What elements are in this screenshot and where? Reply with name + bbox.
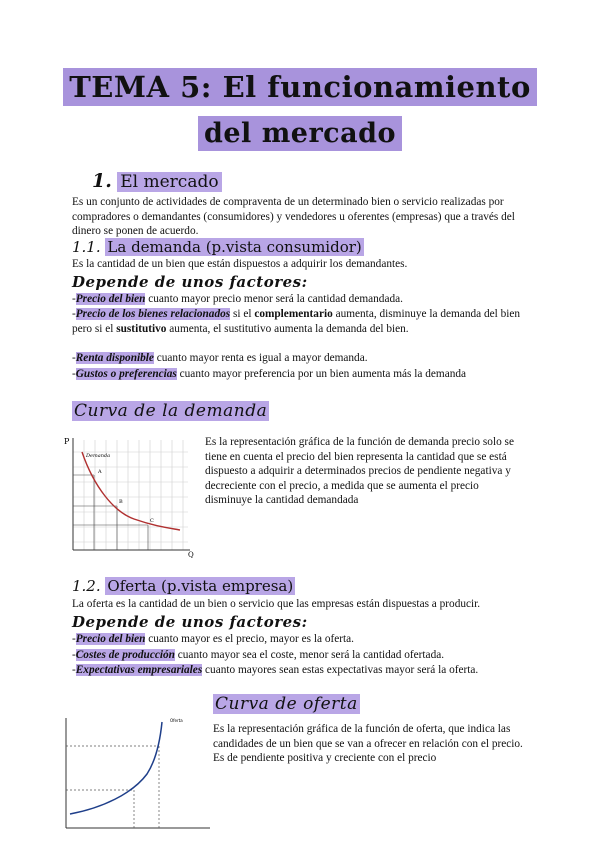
demand-x-axis-label: Q: [188, 551, 194, 558]
demand-curve-title: Curva de la demanda: [74, 401, 268, 421]
section-1-heading: 1. El mercado: [92, 170, 222, 192]
demand-curve-line: [82, 452, 180, 530]
section-1-body: Es un conjunto de actividades de compraventa de un determinado bien o servicio realizadas por compradores o demandantes (consumidores) y vendedores u oferentes (empresas) que a través del dinero se ponen de acuerdo.: [72, 196, 515, 238]
supply-factor-2: -Costes de producción cuanto mayor sea el coste, menor será la cantidad ofertada.: [72, 649, 445, 661]
section-1-1-heading: 1.1. La demanda (p.vista consumidor): [72, 238, 362, 256]
demand-point-b: B: [119, 499, 123, 505]
page-title: TEMA 5: El funcionamiento: [0, 70, 600, 104]
supply-factor-1: -Precio del bien cuanto mayor es el precio, mayor es la oferta.: [72, 633, 355, 645]
demand-curve-description: Es la representación gráfica de la función de demanda precio solo se tiene en cuenta el precio del bien representa la cantidad que se está dispuesto a adquirir a determinados precios de pendiente negativa y decreciente con el precio, a medida que se aumenta el precio disminuye la cantidad demandada: [205, 436, 514, 507]
demand-curve-graph: [64, 432, 198, 558]
supply-curve-title: Curva de oferta: [215, 694, 358, 714]
demand-point-c: C: [150, 518, 154, 524]
supply-factor-3: -Expectativas empresariales cuanto mayores sean estas expectativas mayor será la oferta.: [72, 664, 479, 676]
demand-point-a: A: [98, 469, 102, 475]
demand-factor-3: -Renta disponible cuanto mayor renta es igual a mayor demanda.: [72, 352, 368, 364]
page-title-line2: del mercado: [0, 118, 600, 149]
demand-factor-4: -Gustos o preferencias cuanto mayor preferencia por un bien aumenta más la demanda: [72, 368, 467, 380]
demand-factors-heading: Depende de unos factores:: [72, 273, 308, 291]
supply-curve-label: Oferta: [170, 718, 183, 723]
demand-curve-label: Demanda: [86, 453, 111, 459]
demand-factor-1: -Precio del bien cuanto mayor precio menor será la cantidad demandada.: [72, 293, 403, 305]
section-1-2-body: La oferta es la cantidad de un bien o servicio que las empresas están dispuestas a producir.: [72, 598, 481, 610]
supply-curve-description: Es la representación gráfica de la función de oferta, que indica las candidades de un bien que se van a ofrecer en relación con el precio. Es de pendiente positiva y creciente con el precio: [213, 723, 523, 765]
supply-curve-graph: [52, 712, 214, 836]
supply-curve-line: [70, 722, 162, 814]
demand-factor-2: -Precio de los bienes relacionados si el complementario aumenta, disminuye la demanda del bien pero si el sustitutivo aumenta, el sustitutivo aumenta la demanda del bien.: [72, 308, 521, 335]
demand-y-axis-label: P: [64, 437, 70, 446]
section-1-2-heading: 1.2. Oferta (p.vista empresa): [72, 577, 294, 595]
section-1-1-body: Es la cantidad de un bien que están dispuestos a adquirir los demandantes.: [72, 258, 408, 270]
supply-factors-heading: Depende de unos factores:: [72, 613, 308, 631]
